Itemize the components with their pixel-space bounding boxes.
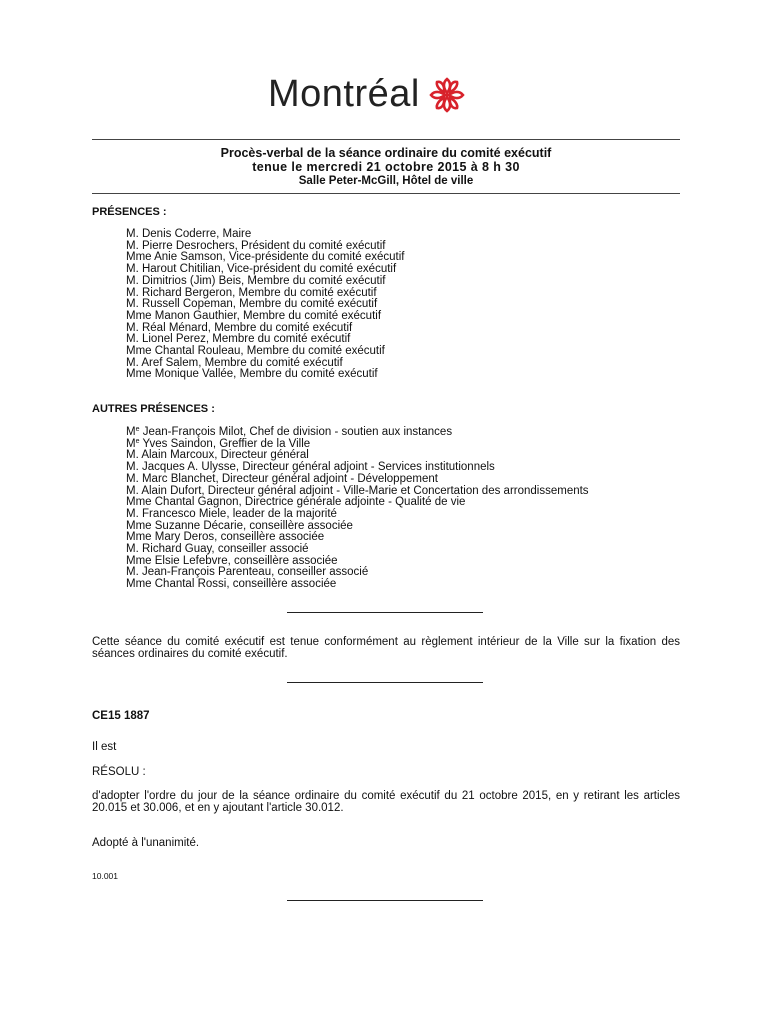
list-item: M. Marc Blanchet, Directeur général adjoint - Développement <box>126 472 438 485</box>
montreal-flower-icon <box>424 72 470 118</box>
resolution-text: d'adopter l'ordre du jour de la séance ordinaire du comité exécutif du 21 octobre 2015, en y retirant les articles 20.015 et 30.006, et en y ajoutant l'article 30.012. <box>92 790 680 814</box>
list-item: Mme Chantal Rouleau, Membre du comité exécutif <box>126 345 385 358</box>
adopted-text: Adopté à l'unanimité. <box>92 837 200 849</box>
resolu-label: RÉSOLU : <box>92 766 146 778</box>
list-item: M. Jacques A. Ulysse, Directeur général adjoint - Services institutionnels <box>126 461 495 474</box>
document-header <box>92 146 680 189</box>
il-est-text: Il est <box>92 741 117 753</box>
item-number: 10.001 <box>92 871 118 881</box>
logo-wordmark: Montréal <box>268 73 420 115</box>
intro-paragraph: Cette séance du comité exécutif est tenue conformément au règlement intérieur de la Ville sur la fixation des séances ordinaires du comité exécutif. <box>92 636 680 660</box>
presences-list <box>126 229 404 381</box>
list-item: M. Richard Bergeron, Membre du comité exécutif <box>126 286 377 299</box>
list-item: M. Alain Marcoux, Directeur général <box>126 449 309 462</box>
list-item: Me Jean-François Milot, Chef de division - soutien aux instances <box>126 426 453 438</box>
list-item: Mme Suzanne Décarie, conseillère associée <box>126 519 353 532</box>
resolution-number: CE15 1887 <box>92 710 150 722</box>
meeting-location: Salle Peter-McGill, Hôtel de ville <box>298 175 474 187</box>
list-item: M. Réal Ménard, Membre du comité exécutif <box>126 321 353 334</box>
list-item: Mme Mary Deros, conseillère associée <box>126 531 325 544</box>
list-item: M. Russell Copeman, Membre du comité exécutif <box>126 298 378 311</box>
list-item: Mme Manon Gauthier, Membre du comité exécutif <box>126 309 382 322</box>
list-item: Mme Chantal Rossi, conseillère associée <box>126 578 337 591</box>
list-item: M. Francesco Miele, leader de la majorité <box>126 507 337 520</box>
list-item: M. Lionel Perez, Membre du comité exécutif <box>126 333 351 346</box>
header-bottom-rule <box>92 193 680 194</box>
list-item: Mme Anie Samson, Vice-présidente du comité exécutif <box>126 251 405 264</box>
document-title-line1: Procès-verbal de la séance ordinaire du comité exécutif <box>220 146 552 160</box>
section-separator <box>287 682 483 683</box>
list-item: M. Alain Dufort, Directeur général adjoint - Ville-Marie et Concertation des arrondissements <box>126 484 589 497</box>
list-item: Me Yves Saindon, Greffier de la Ville <box>126 437 311 450</box>
list-item: M. Aref Salem, Membre du comité exécutif <box>126 356 343 369</box>
list-item: M. Richard Guay, conseiller associé <box>126 543 309 556</box>
list-item: M. Pierre Desrochers, Président du comité exécutif <box>126 239 386 252</box>
list-item: M. Harout Chitilian, Vice-président du comité exécutif <box>126 263 397 276</box>
list-item: Mme Elsie Lefebvre, conseillère associée <box>126 554 338 567</box>
header-top-rule <box>92 139 680 140</box>
list-item: Mme Chantal Gagnon, Directrice générale adjointe - Qualité de vie <box>126 496 466 509</box>
list-item: M. Denis Coderre, Maire <box>126 228 252 240</box>
montreal-logo <box>268 70 470 118</box>
section-separator <box>287 612 483 613</box>
list-item: M. Dimitrios (Jim) Beis, Membre du comité exécutif <box>126 274 386 287</box>
autres-presences-label: AUTRES PRÉSENCES : <box>92 403 215 415</box>
section-separator <box>287 900 483 901</box>
autres-presences-list <box>126 427 589 591</box>
document-title-line2: tenue le mercredi 21 octobre 2015 à 8 h 30 <box>252 160 520 174</box>
presences-label: PRÉSENCES : <box>92 206 167 218</box>
list-item: Mme Monique Vallée, Membre du comité exécutif <box>126 368 378 381</box>
list-item: M. Jean-François Parenteau, conseiller associé <box>126 566 369 579</box>
